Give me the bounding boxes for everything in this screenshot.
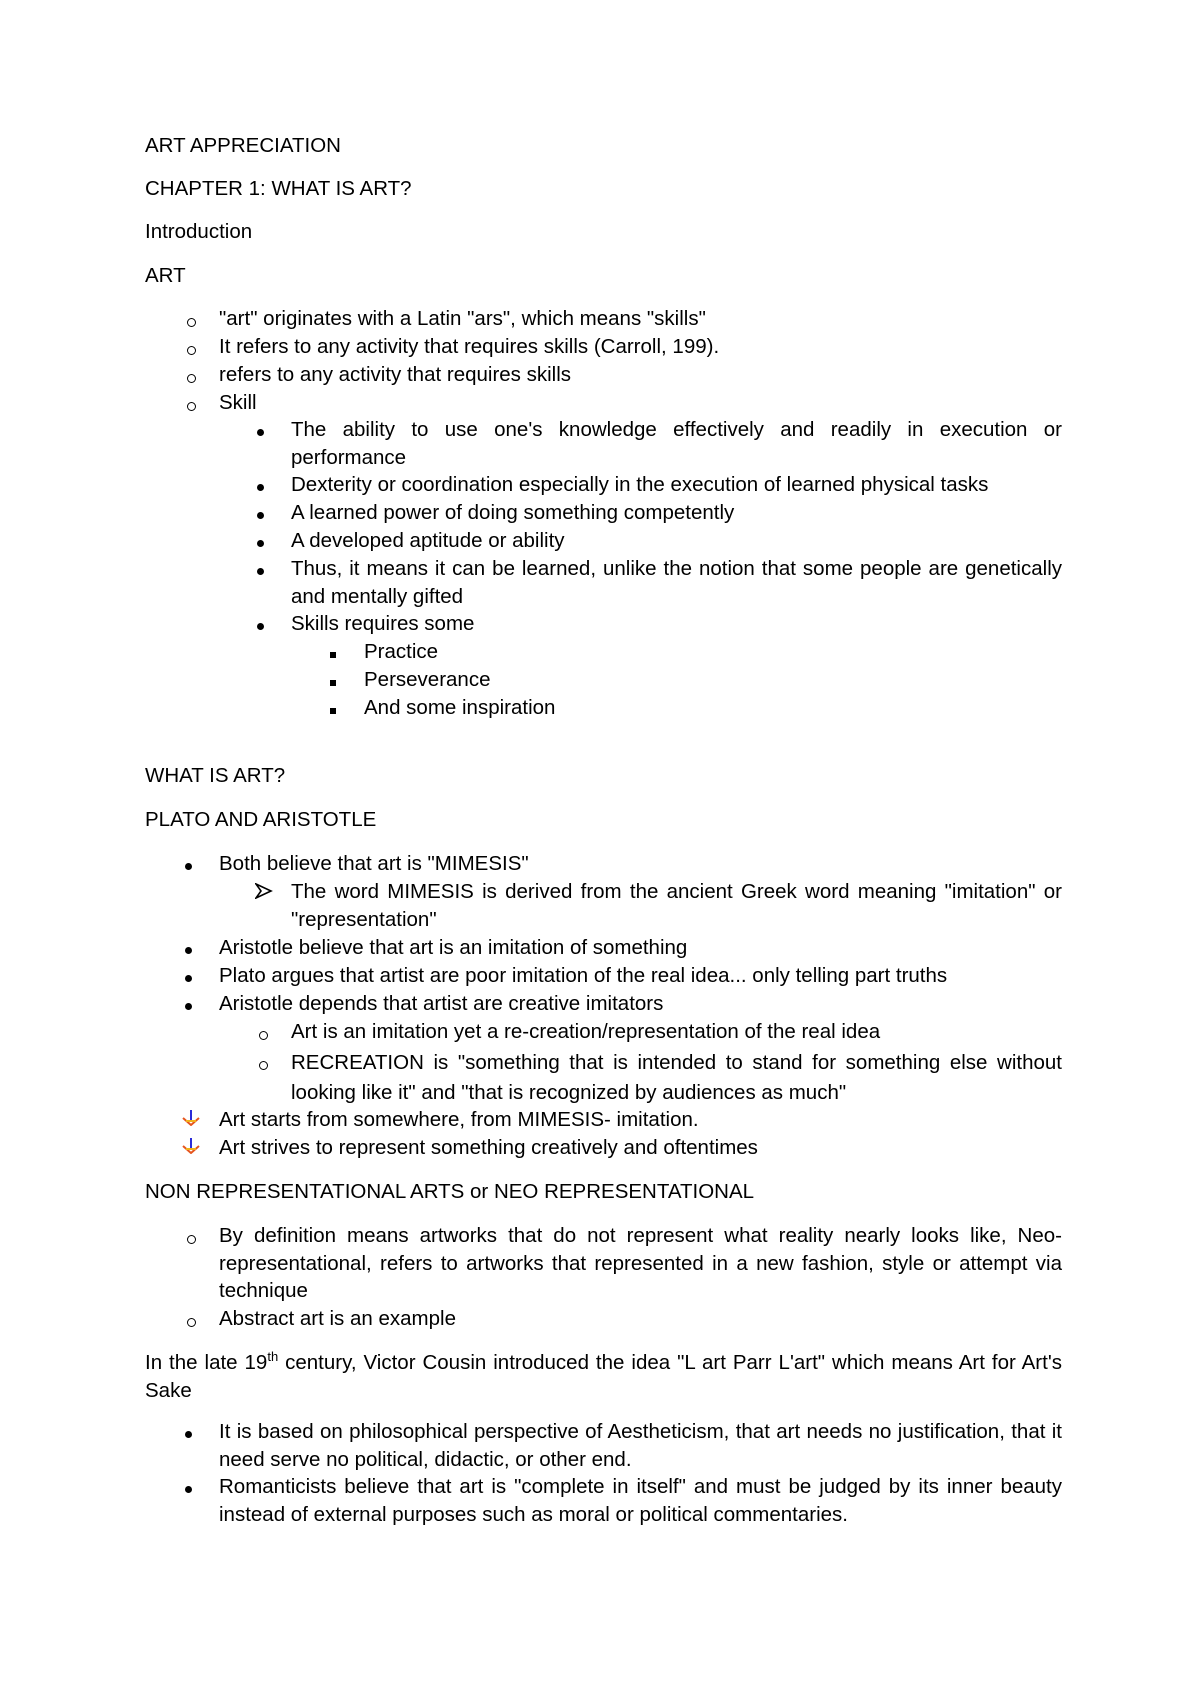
list-item: Both believe that art is "MIMESIS" bbox=[219, 852, 529, 875]
list-item: Aristotle depends that artist are creative imitators bbox=[219, 992, 664, 1015]
list-item: The ability to use one's knowledge effectively and readily in execution or performance bbox=[291, 418, 1062, 469]
list-item: Abstract art is an example bbox=[219, 1307, 456, 1330]
list-item: Aristotle believe that art is an imitation of something bbox=[219, 936, 688, 959]
circle-bullet-icon bbox=[187, 374, 196, 383]
disc-bullet-icon bbox=[257, 623, 264, 630]
cousin-paragraph: In the late 19th century, Victor Cousin introduced the idea "L art Parr L'art" which means Art for Art's Sake bbox=[145, 1349, 1062, 1402]
list-item: Art starts from somewhere, from MIMESIS- imitation. bbox=[219, 1108, 699, 1131]
section-heading: PLATO AND ARISTOTLE bbox=[145, 808, 377, 831]
list-item: "art" originates with a Latin "ars", which means "skills" bbox=[219, 307, 706, 330]
disc-bullet-icon bbox=[257, 568, 264, 575]
star-arrow-bullet-icon bbox=[182, 1110, 200, 1126]
art-heading: ART bbox=[145, 264, 186, 287]
list-item: Thus, it means it can be learned, unlike the notion that some people are genetically and mentally gifted bbox=[291, 557, 1062, 608]
chapter-heading: CHAPTER 1: WHAT IS ART? bbox=[145, 177, 412, 200]
circle-bullet-icon bbox=[187, 346, 196, 355]
list-item: Practice bbox=[364, 640, 439, 663]
disc-bullet-icon bbox=[185, 1003, 192, 1010]
disc-bullet-icon bbox=[185, 947, 192, 954]
list-item: Perseverance bbox=[364, 668, 491, 691]
disc-bullet-icon bbox=[185, 1431, 192, 1438]
circle-bullet-icon bbox=[187, 1235, 196, 1244]
doc-title: ART APPRECIATION bbox=[145, 134, 341, 157]
square-bullet-icon bbox=[330, 652, 336, 658]
circle-bullet-icon bbox=[187, 1318, 196, 1327]
list-item: It is based on philosophical perspective of Aestheticism, that art needs no justification, that it need serve no political, didactic, or other end. bbox=[219, 1420, 1062, 1471]
list-item: Skill bbox=[219, 391, 257, 414]
list-item: Romanticists believe that art is "complete in itself" and must be judged by its inner beauty instead of external purposes such as moral or political commentaries. bbox=[219, 1475, 1062, 1526]
disc-bullet-icon bbox=[257, 484, 264, 491]
circle-bullet-icon bbox=[259, 1031, 268, 1040]
list-item: refers to any activity that requires skills bbox=[219, 363, 572, 386]
square-bullet-icon bbox=[330, 708, 336, 714]
list-item: It refers to any activity that requires skills (Carroll, 199). bbox=[219, 335, 720, 358]
disc-bullet-icon bbox=[185, 975, 192, 982]
circle-bullet-icon bbox=[187, 402, 196, 411]
list-item: The word MIMESIS is derived from the ancient Greek word meaning "imitation" or "representation" bbox=[291, 880, 1062, 931]
list-item: A learned power of doing something competently bbox=[291, 501, 735, 524]
intro-heading: Introduction bbox=[145, 220, 253, 243]
arrow-bullet-icon bbox=[255, 883, 273, 899]
list-item: Art is an imitation yet a re-creation/representation of the real idea bbox=[291, 1020, 881, 1043]
list-item: Plato argues that artist are poor imitation of the real idea... only telling part truths bbox=[219, 964, 948, 987]
star-arrow-bullet-icon bbox=[182, 1138, 200, 1154]
square-bullet-icon bbox=[330, 680, 336, 686]
list-item: Art strives to represent something creatively and oftentimes bbox=[219, 1136, 758, 1159]
section-heading: WHAT IS ART? bbox=[145, 764, 286, 787]
list-item: Skills requires some bbox=[291, 612, 475, 635]
list-item: And some inspiration bbox=[364, 696, 556, 719]
disc-bullet-icon bbox=[257, 512, 264, 519]
list-item: RECREATION is "something that is intended to stand for something else without looking like it" and "that is recognized by audiences as much" bbox=[291, 1051, 1062, 1104]
list-item: By definition means artworks that do not represent what reality nearly looks like, Neo-representational, refers to artworks that represented in a new fashion, style or attempt via technique bbox=[219, 1224, 1062, 1302]
disc-bullet-icon bbox=[185, 1486, 192, 1493]
list-item: A developed aptitude or ability bbox=[291, 529, 565, 552]
disc-bullet-icon bbox=[257, 540, 264, 547]
disc-bullet-icon bbox=[257, 429, 264, 436]
disc-bullet-icon bbox=[185, 863, 192, 870]
section-heading: NON REPRESENTATIONAL ARTS or NEO REPRESENTATIONAL bbox=[145, 1180, 755, 1203]
list-item: Dexterity or coordination especially in the execution of learned physical tasks bbox=[291, 473, 989, 496]
circle-bullet-icon bbox=[187, 318, 196, 327]
circle-bullet-icon bbox=[259, 1061, 268, 1070]
